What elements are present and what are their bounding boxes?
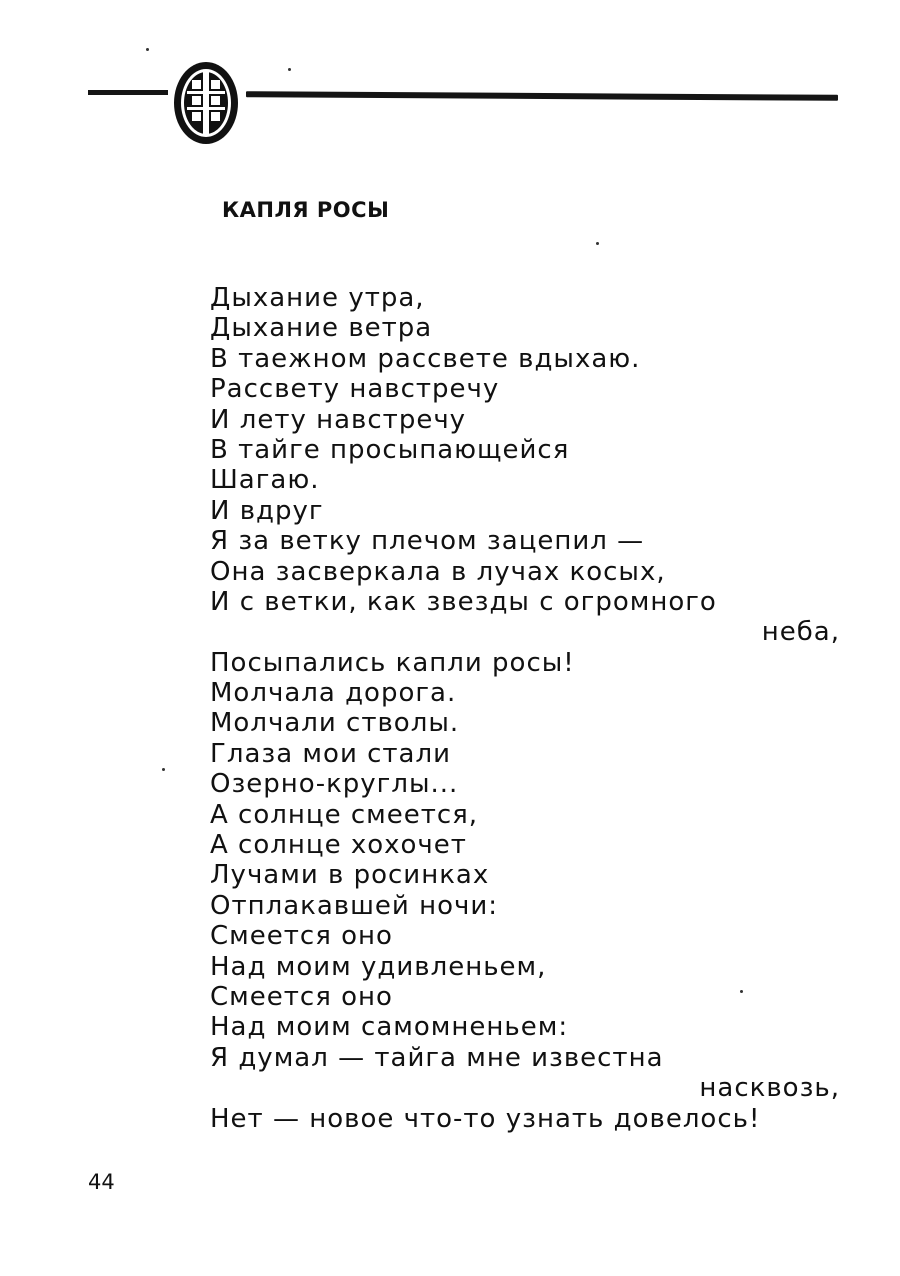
poem-line: Над моим самомненьем: — [210, 1012, 569, 1043]
header-rule-left — [88, 90, 168, 95]
poem-line: Нет — новое что-то узнать довелось! — [210, 1103, 761, 1134]
poem-line-continuation: неба, — [761, 617, 840, 648]
print-speck — [162, 768, 165, 771]
poem-line: Посыпались капли росы! — [210, 647, 575, 678]
poem-line: Она засверкала в лучах косых, — [210, 556, 666, 587]
page-number: 44 — [88, 1170, 115, 1194]
poem-line: В тайге просыпающейся — [210, 434, 570, 465]
poem-line-continuation: насквозь, — [699, 1073, 840, 1104]
poem-line: Озерно-круглы... — [210, 769, 459, 800]
poem-line: Рассвету навстречу — [210, 374, 500, 405]
poem-line: Дыхание ветра — [210, 313, 433, 344]
poem-line: Я за ветку плечом зацепил — — [210, 526, 645, 557]
poem-line: А солнце смеется, — [210, 799, 479, 830]
poem-line: Молчала дорога. — [210, 678, 457, 709]
poem-line: Отплакавшей ночи: — [210, 890, 498, 921]
shield-lattice-emblem-icon — [170, 58, 242, 148]
header-rule-right — [246, 91, 838, 101]
poem-line: А солнце хохочет — [210, 830, 467, 861]
poem-line: И лету навстречу — [210, 404, 467, 435]
poem-line: В таежном рассвете вдыхаю. — [210, 343, 641, 374]
poem-title: КАПЛЯ РОСЫ — [222, 198, 390, 222]
poem-line: Глаза мои стали — [210, 738, 452, 769]
poem-line: И вдруг — [210, 495, 324, 526]
print-speck — [596, 242, 599, 245]
print-speck — [288, 68, 291, 71]
poem-line: Над моим удивленьем, — [210, 951, 547, 982]
poem-line: Шагаю. — [210, 465, 320, 496]
poem-body — [210, 283, 840, 1134]
poem-line: Дыхание утра, — [210, 283, 425, 313]
poem-line: Лучами в росинках — [210, 860, 490, 891]
poem-line: Смеется оно — [210, 921, 393, 952]
print-speck — [146, 48, 149, 51]
poem-line: Я думал — тайга мне известна — [210, 1042, 664, 1073]
poem-line: Смеется оно — [210, 981, 393, 1012]
poem-line: И с ветки, как звезды с огромного — [210, 586, 717, 617]
poem-line: Молчали стволы. — [210, 708, 460, 739]
